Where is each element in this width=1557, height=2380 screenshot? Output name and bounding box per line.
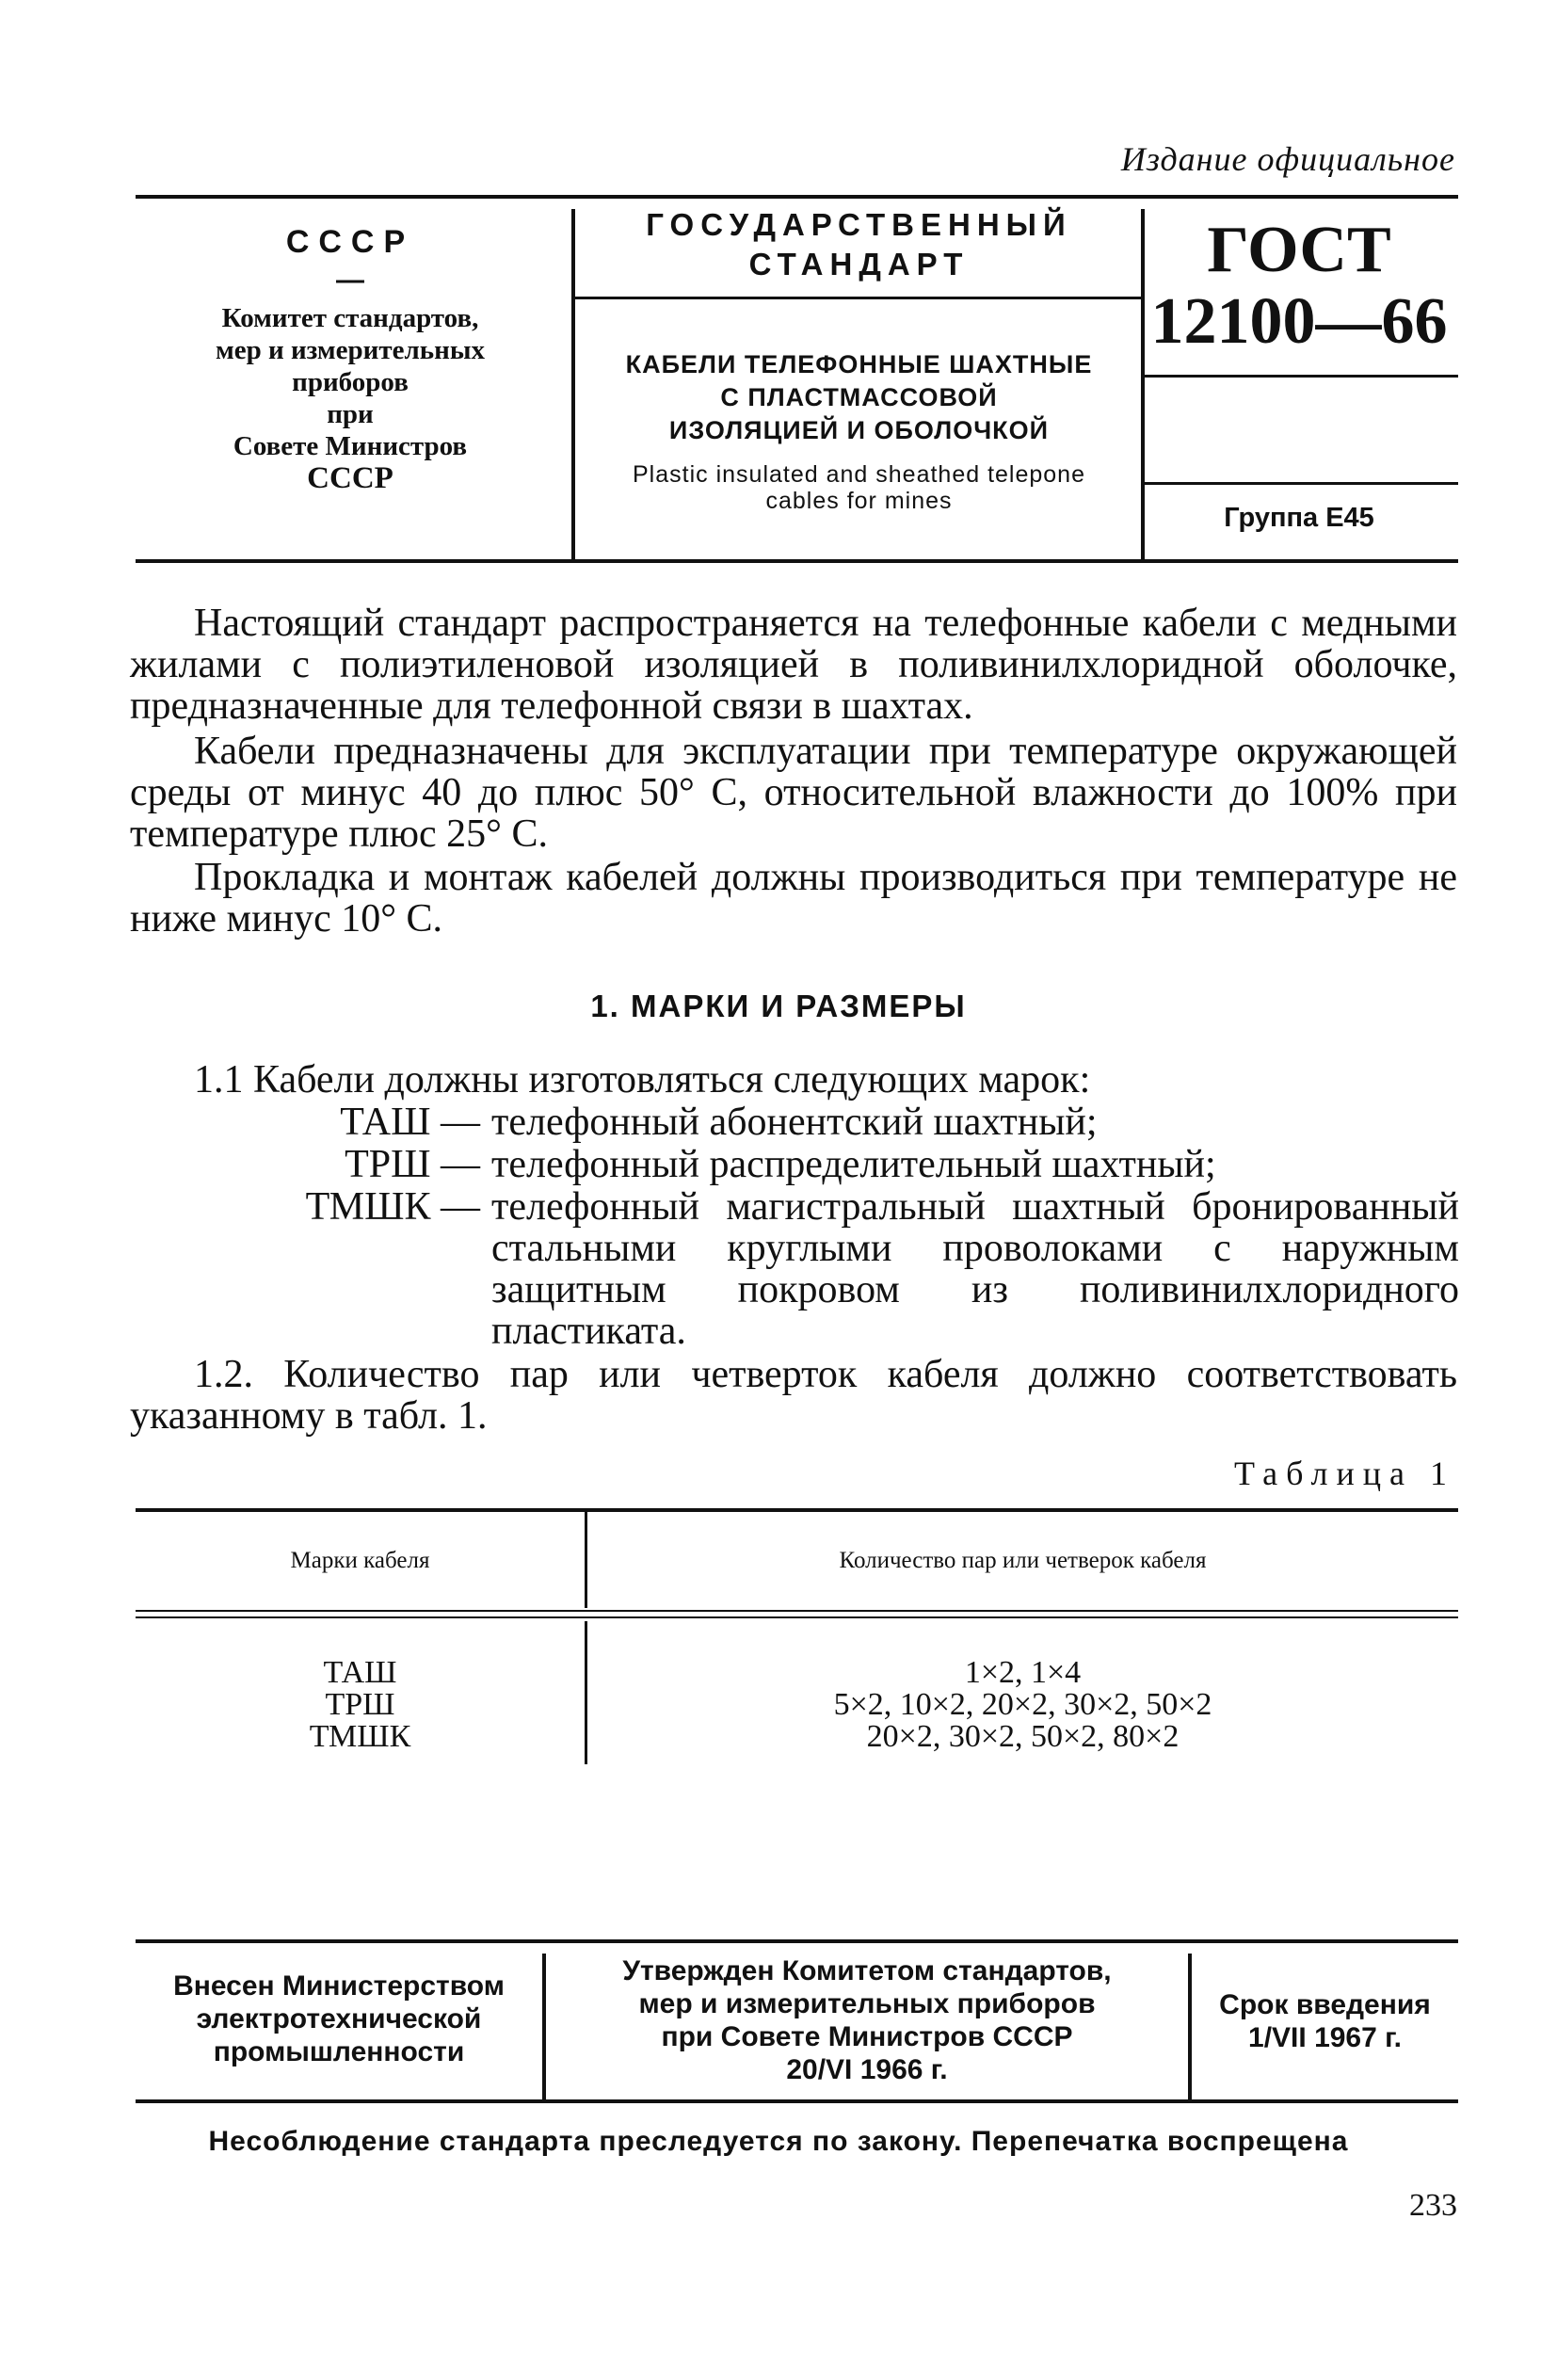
table-header-count: Количество пар или четверок кабеля bbox=[839, 1548, 1207, 1573]
introduced-line: промышленности bbox=[213, 2036, 465, 2067]
brand-code: ТРШ — bbox=[345, 1143, 480, 1186]
table-caption: Таблица 1 bbox=[1234, 1455, 1455, 1492]
org-block bbox=[136, 224, 565, 494]
gost-label: ГОСТ bbox=[1207, 214, 1391, 286]
org-line: приборов bbox=[292, 367, 409, 397]
document-title-en bbox=[574, 461, 1144, 514]
effective-date bbox=[1192, 1988, 1458, 2054]
brand-item bbox=[0, 1144, 1557, 1185]
header-top-rule bbox=[136, 195, 1458, 199]
state-standard-line: СТАНДАРТ bbox=[748, 247, 970, 281]
country-label: СССР bbox=[285, 224, 415, 260]
introduced-line: Внесен Министерством bbox=[173, 1970, 505, 2002]
approved-line: Утвержден Комитетом стандартов, bbox=[622, 1955, 1112, 1986]
clause-1-1: 1.1 Кабели должны изготовляться следующих марок: bbox=[194, 1058, 1091, 1102]
approved-by bbox=[546, 1954, 1188, 2086]
brand-description: телефонный абонентский шахтный; bbox=[491, 1101, 1098, 1144]
org-line: Комитет стандартов, bbox=[221, 303, 479, 333]
clause-1-2: 1.2. Количество пар или четверток кабеля должно соответствовать указанному в табл. 1. bbox=[130, 1353, 1457, 1438]
table-header-brand: Марки кабеля bbox=[290, 1548, 430, 1573]
gost-number: 12100—66 bbox=[1150, 285, 1448, 358]
effective-line: 1/VII 1967 г. bbox=[1248, 2022, 1402, 2053]
footer-top-rule bbox=[136, 1939, 1458, 1943]
title-en-line: cables for mines bbox=[765, 488, 953, 514]
approved-line: мер и измерительных приборов bbox=[638, 1988, 1096, 2019]
intro-paragraph: Настоящий стандарт распространяется на телефонные кабели с медными жилами с полиэтиленовой изоляцией в поливинилхлоридной оболочке, предназначенные для телефонной связи в шахтах. bbox=[130, 602, 1457, 728]
table-row-counts: 5×2, 10×2, 20×2, 30×2, 50×2 bbox=[833, 1687, 1212, 1722]
title-ru-line: С ПЛАСТМАССОВОЙ bbox=[720, 383, 998, 411]
org-line: при bbox=[327, 399, 374, 429]
brand-code: ТМШК — bbox=[305, 1185, 480, 1229]
org-line: Совете Министров bbox=[233, 431, 468, 461]
table-header-rule bbox=[136, 1616, 1458, 1618]
gost-rule bbox=[1145, 375, 1458, 378]
table-top-rule bbox=[136, 1508, 1458, 1512]
intro-paragraph: Кабели предназначены для эксплуатации при температуре окружающей среды от минус 40 до плюс 50° С, относительной влажности до 100% при температуре плюс 25° С. bbox=[130, 730, 1457, 856]
intro-paragraph: Прокладка и монтаж кабелей должны производиться при температуре не ниже минус 10° С. bbox=[130, 856, 1457, 941]
header-mid-rule bbox=[575, 297, 1141, 299]
page-number: 233 bbox=[1409, 2188, 1457, 2223]
approved-line: при Совете Министров СССР bbox=[661, 2021, 1073, 2052]
table-row-brand: ТМШК bbox=[309, 1719, 411, 1754]
org-line: мер и измерительных bbox=[216, 335, 485, 365]
brand-code: ТАШ — bbox=[340, 1101, 480, 1144]
group-rule bbox=[1145, 482, 1458, 485]
gost-number-block bbox=[1148, 215, 1450, 358]
table-row-brand: ТРШ bbox=[325, 1687, 395, 1722]
official-edition-label: Издание официальное bbox=[1120, 140, 1455, 178]
footer-bottom-rule bbox=[136, 2099, 1458, 2103]
org-line: СССР bbox=[307, 461, 393, 495]
org-dash: — bbox=[336, 265, 364, 296]
approved-line: 20/VI 1966 г. bbox=[786, 2054, 948, 2085]
header-bottom-rule bbox=[136, 559, 1458, 563]
brand-item bbox=[0, 1102, 1557, 1143]
state-standard-line: ГОСУДАРСТВЕННЫЙ bbox=[646, 207, 1072, 242]
introduced-line: электротехнической bbox=[196, 2003, 482, 2034]
introduced-by bbox=[136, 1970, 542, 2068]
brand-description: телефонный магистральный шахтный бронированный стальными круглыми проволоками с наружным защитным покровом из поливинилхлоридного пластиката. bbox=[491, 1185, 1459, 1353]
title-en-line: Plastic insulated and sheathed telepone bbox=[633, 461, 1085, 488]
document-title-ru bbox=[574, 348, 1144, 447]
brand-item bbox=[0, 1186, 1557, 1356]
table-row-counts: 20×2, 30×2, 50×2, 80×2 bbox=[866, 1719, 1180, 1754]
table-row-brand: ТАШ bbox=[323, 1655, 397, 1690]
state-standard-heading bbox=[588, 205, 1130, 284]
section-title: 1. МАРКИ И РАЗМЕРЫ bbox=[590, 989, 967, 1023]
title-ru-line: ИЗОЛЯЦИЕЙ И ОБОЛОЧКОЙ bbox=[668, 416, 1050, 444]
effective-line: Срок введения bbox=[1219, 1989, 1431, 2020]
brand-description: телефонный распределительный шахтный; bbox=[491, 1143, 1216, 1186]
title-ru-line: КАБЕЛИ ТЕЛЕФОННЫЕ ШАХТНЫЕ bbox=[625, 350, 1093, 378]
copyright-warning: Несоблюдение стандарта преследуется по закону. Перепечатка воспрещена bbox=[208, 2126, 1349, 2157]
table-row-counts: 1×2, 1×4 bbox=[964, 1655, 1082, 1690]
table-header-rule bbox=[136, 1610, 1458, 1612]
group-label: Группа Е45 bbox=[1224, 503, 1374, 533]
